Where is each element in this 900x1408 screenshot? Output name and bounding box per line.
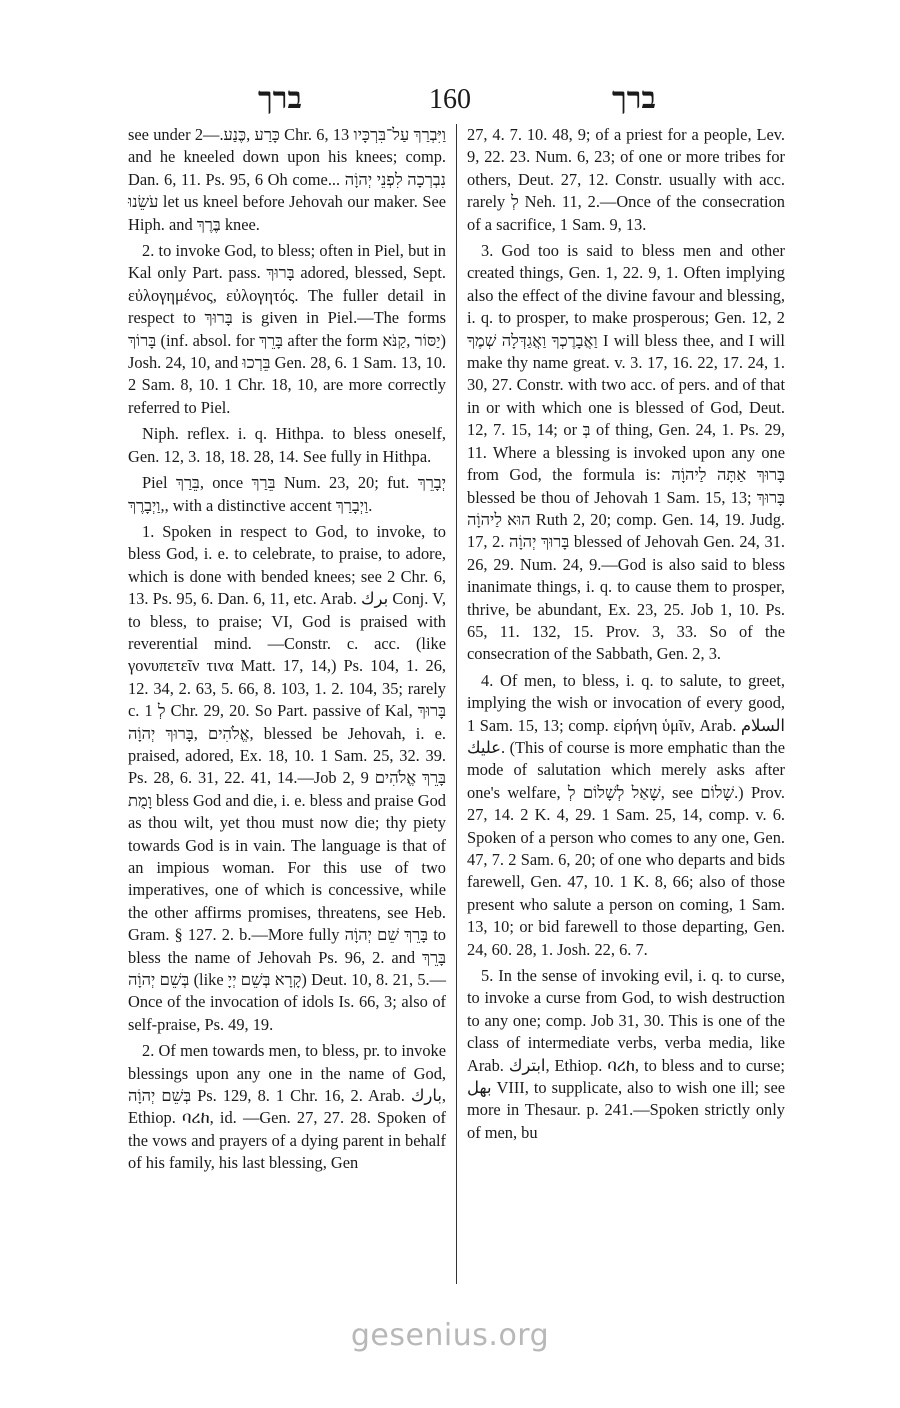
page-number: 160 [429, 84, 471, 115]
entry-paragraph: 2. Of men towards men, to bless, pr. to invoke blessings upon any one in the name of God, בְּשֵׁם יְהוָֹה Ps. 129, 8. 1 Chr. 16, 2. Arab. بارك, Ethiop. ባረከ, id. —Gen. 27, 27. 28. Spoken of the vows and prayers of a dying parent in behalf of his family, his last blessing, Gen [128, 1041, 446, 1173]
entry-paragraph: 27, 4. 7. 10. 48, 9; of a priest for a people, Lev. 9, 22. 23. Num. 6, 23; of one or more tribes for others, Deut. 27, 12. Constr. usually with acc. rarely לְ Neh. 11, 2.—Once of the consecration of a sacrifice, 1 Sam. 9, 13. [467, 125, 785, 234]
entry-paragraph: see under כָּרַע ,כֶּנַע.—2 Chr. 6, 13 וַיִּבְרַךְ עַל־בִּרְכָּיו and he kneeled down upon his knees; comp. Dan. 6, 11. Ps. 95, 6 Oh come... נִבְרְכָה לִפְנֵי יְהוָֹה עֹשֵׂנוּ let us kneel before Jehovah our maker. See Hiph. and בֶּרֶךְ knee. [128, 125, 447, 234]
entry-paragraph: 1. Spoken in respect to God, to invoke, to bless God, i. e. to celebrate, to praise, to adore, which is done with bended knees; see 2 Chr. 6, 13. Ps. 95, 6. Dan. 6, 11, etc. Arab. برك Conj. V, to bless, to praise; VI, God is praised with reverential mind. —Constr. c. acc. (like γονυπετεῖν τινα Matt. 17, 14,) Ps. 104, 1. 26, 12. 34, 2. 63, 5. 66, 8. 103, 1. 2. 104, 35; rarely c. לְ 1 Chr. 29, 20. So Part. passive of Kal, בָּרוּךְ אֱלֹהִים ,בָּרוּךְ יְהוָֹה, blessed be Jehovah, i. e. praised, adored, Ex. 18, 10. 1 Sam. 25, 32. 39. Ps. 28, 6. 31, 22. 41, 14.—Job 2, 9 בָּרֵךְ אֱלֹהִים וָמֻת bless God and die, i. e. bless and praise God as thou wilt, yet thou must now die; thy piety towards God is in vain. The language is that of an impious woman. For this use of two imperatives, one of which is concessive, while the other affirms promises, threatens, see Heb. Gram. § 127. 2. b.—More fully בָּרֵךְ שֵׁם יְהוָֹה to bless the name of Jehovah Ps. 96, 2. and בָּרֵךְ בְּשֵׁם יְהוָֹה (like קָרָא בְּשֵׁם יְיָ) Deut. 10, 8. 21, 5.—Once of the invocation of idols Is. 66, 3; also of self-praise, Ps. 49, 19. [128, 521, 447, 1034]
entry-paragraph: Piel בֵּרַךְ, once בֵּרַךְ Num. 23, 20; fut. יְבָרֵךְ ,וַיְבָרֶךְ, with a distinctive accent וַיְבָרַךְ. [128, 473, 446, 515]
watermark: gesenius.org [350, 1318, 550, 1353]
right-column [467, 124, 785, 1148]
left-column [128, 124, 446, 1179]
running-headword-right: ברך [612, 82, 656, 115]
running-headword-left: ברך [258, 82, 302, 115]
page-header [0, 82, 900, 122]
entry-paragraph: Niph. reflex. i. q. Hithpa. to bless oneself, Gen. 12, 3. 18, 18. 28, 14. See fully in Hithpa. [128, 424, 446, 466]
column-divider [456, 124, 457, 1284]
entry-paragraph: 2. to invoke God, to bless; often in Piel, but in Kal only Part. pass. בָּרוּךְ adored, blessed, Sept. εὐλογημένος, εὐλογητός. The fuller detail in respect to בָּרוּךְ is given in Piel.—The forms בָּרוֹךְ (inf. absol. for בָּרֵךְ after the form יַסּוֹר ,קַנֹּא) Josh. 24, 10, and בֵּרְכוּ Gen. 28, 6. 1 Sam. 13, 10. 2 Sam. 8, 10. 1 Chr. 18, 10, are more correctly referred to Piel. [128, 241, 447, 417]
entry-paragraph: 3. God too is said to bless men and other created things, Gen. 1, 22. 9, 1. Often implying also the effect of the divine favour and blessing, i. q. to prosper, to make prosperous; Gen. 12, 2 וַאֲבָרֶכְךָ וַאֲגַדְּלָה שְׁמֶךָ I will bless thee, and I will make thy name great. v. 3. 17, 16. 22, 17. 24, 1. 30, 27. Constr. with two acc. of pers. and of that in or with which one is blessed of God, Deut. 12, 7. 15, 14; or בְּ of thing, Gen. 24, 1. Ps. 29, 11. Where a blessing is invoked upon any one from God, the formula is: בָּרוּךְ אַתָּה לַיהוָֹה blessed be thou of Jehovah 1 Sam. 15, 13; בָּרוּךְ הוּא לַיהוָֹה Ruth 2, 20; comp. Gen. 14, 19. Judg. 17, 2. בָּרוּךְ יְהוָֹה blessed of Jehovah Gen. 24, 31. 26, 29. Num. 24, 9.—God is also said to bless inanimate things, i. q. to cause them to prosper, thrive, be abundant, Ex. 23, 25. Job 1, 10. Ps. 65, 11. 132, 15. Prov. 3, 33. So of the consecration of the Sabbath, Gen. 2, 3. [467, 241, 785, 664]
entry-paragraph: 5. In the sense of invoking evil, i. q. to curse, to invoke a curse from God, to wish destruction to any one; comp. Job 31, 30. This is one of the class of intermediate verbs, verba media, like Arab. ابترك, Ethiop. ባረከ, to bless and to curse; بهل VIII, to supplicate, also to wish one ill; see more in Thesaur. p. 241.—Spoken strictly only of men, bu [467, 966, 785, 1142]
entry-paragraph: 4. Of men, to bless, i. q. to salute, to greet, implying the wish or invocation of every good, 1 Sam. 15, 13; comp. εἰρήνη ὑμῖν, Arab. السلام عليك. (This of course is more emphatic than the mode of salutation which merely asks after one's welfare, שָׁאַל לְשָׁלוֹם לְ, see שָׁלוֹם.) Prov. 27, 14. 2 K. 4, 29. 1 Sam. 25, 14, comp. v. 6. Spoken of a person who comes to any one, Gen. 47, 7. 2 Sam. 6, 20; of one who departs and bids farewell, Gen. 47, 10. 1 K. 8, 66; also of those present who salute a person on coming, 1 Sam. 13, 10; or bid farewell to those departing, Gen. 24, 60. 28, 1. Josh. 22, 6. 7. [467, 670, 785, 959]
